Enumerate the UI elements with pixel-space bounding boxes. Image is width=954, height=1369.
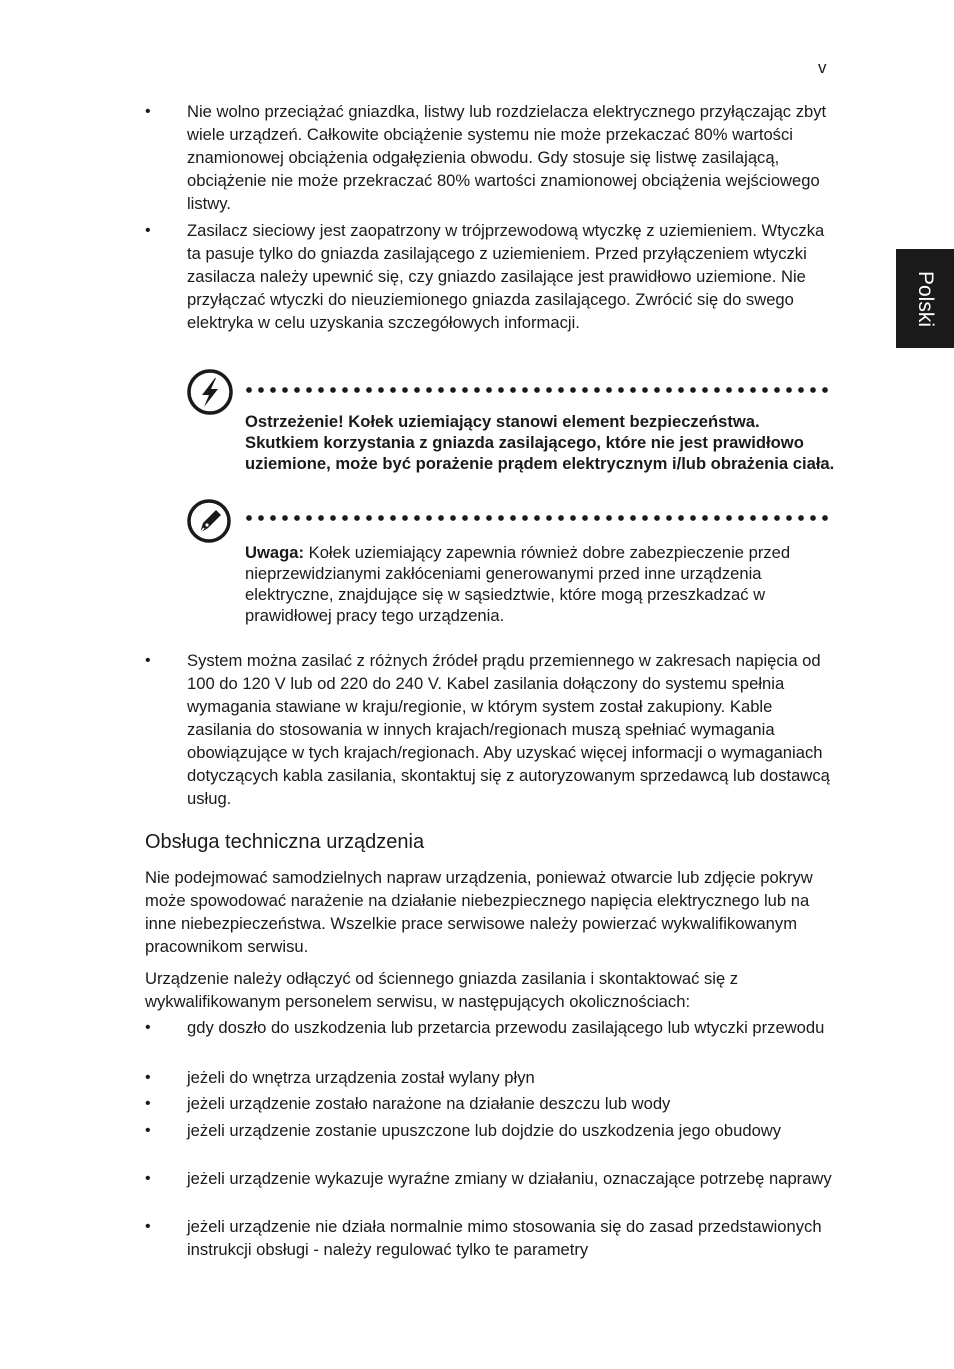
warning-divider <box>246 387 830 393</box>
bullet-marker: • <box>145 103 151 120</box>
warning-text: Ostrzeżenie! Kołek uziemiający stanowi element bezpieczeństwa. Skutkiem korzystania z gniazda zasilającego, które nie jest prawidłowo uziemione, może być porażenie prądem elektrycznym i/lub obrażenia ciała. <box>245 412 835 473</box>
service-paragraph-1: Nie podejmować samodzielnych napraw urządzenia, ponieważ otwarcie lub zdjęcie pokryw może spowodować narażenie na działanie niebezpiecznego napięcia elektrycznego lub na inne niebezpieczeństwa. Wszelkie prace serwisowe należy powierzać wykwalifikowanym pracownikom serwisu. <box>145 868 813 956</box>
service-item-abnormal: jeżeli urządzenie nie działa normalnie mimo stosowania się do zasad przedstawionych instrukcji obsługi - należy regulować tylko te parametry <box>187 1217 822 1259</box>
bullet-grounded-plug: Zasilacz sieciowy jest zaopatrzony w trójprzewodową wtyczkę z uziemieniem. Wtyczka ta pasuje tylko do gniazda zasilającego z uziemieniem. Przed przyłączeniem wtyczki zasilacza należy upewnić się, czy gniazdo zasilające jest prawidłowo uziemione. Nie przyłączać wtyczki do nieuziemionego gniazda zasilającego. Zwrócić się do swego elektryka w celu uzyskania szczegółowych informacji. <box>187 221 825 332</box>
bullet-marker: • <box>145 1069 151 1086</box>
section-heading: Obsługa techniczna urządzenia <box>145 831 425 853</box>
bullet-marker: • <box>145 222 151 239</box>
language-tab-label: Polski <box>914 270 937 327</box>
bullet-overload: Nie wolno przeciążać gniazdka, listwy lub rozdzielacza elektrycznego przyłączając zbyt wiele urządzeń. Całkowite obciążenie systemu nie może przekaczać 80% wartości znamionowej obciążenia odgałęzienia obwodu. Gdy stosuje się listwę zasilającą, obciążenie nie może przekraczać 80% wartości znamionowej obciążenia wejściowego listwy. <box>187 102 827 213</box>
bullet-marker: • <box>145 652 151 669</box>
bullet-marker: • <box>145 1095 151 1112</box>
pen-note-icon <box>186 497 234 545</box>
lightning-warning-icon <box>186 368 234 416</box>
bullet-power-source: System można zasilać z różnych źródeł prądu przemiennego w zakresach napięcia od 100 do 120 V lub od 220 do 240 V. Kabel zasilania dołączony do systemu spełnia wymagania stawiane w kraju/regionie, w którym system został zakupiony. Kable zasilania do stosowania w innych krajach/regionach muszą spełniać wymagania obowiązujące w tych krajach/regionach. Aby uzyskać więcej informacji o wymaganiach dotyczących kabla zasilania, skontaktuj się z autoryzowanym sprzedawcą lub dostawcą usług. <box>187 651 830 808</box>
page-number: v <box>818 58 827 77</box>
language-tab <box>896 249 954 348</box>
bullet-marker: • <box>145 1218 151 1235</box>
service-item-cord: gdy doszło do uszkodzenia lub przetarcia przewodu zasilającego lub wtyczki przewodu <box>187 1018 825 1037</box>
note-body: Kołek uziemiający zapewnia również dobre zabezpieczenie przed nieprzewidzianymi zakłóceniami generowanymi przed inne urządzenia elektryczne, znajdujące się w sąsiedztwie, które mogą przeszkadzać w prawidłowej pracy tego urządzenia. <box>245 543 791 625</box>
service-item-performance: jeżeli urządzenie wykazuje wyraźne zmiany w działaniu, oznaczające potrzebę naprawy <box>187 1169 832 1188</box>
bullet-marker: • <box>145 1170 151 1187</box>
note-divider <box>246 515 830 521</box>
bullet-marker: • <box>145 1122 151 1139</box>
note-text <box>245 542 835 626</box>
service-item-dropped: jeżeli urządzenie zostanie upuszczone lub dojdzie do uszkodzenia jego obudowy <box>187 1121 782 1140</box>
note-label: Uwaga: <box>245 543 305 562</box>
service-item-rain: jeżeli urządzenie zostało narażone na działanie deszczu lub wody <box>187 1094 671 1113</box>
bullet-marker: • <box>145 1019 151 1036</box>
service-item-liquid: jeżeli do wnętrza urządzenia został wylany płyn <box>187 1068 535 1087</box>
service-paragraph-2: Urządzenie należy odłączyć od ściennego gniazda zasilania i skontaktować się z wykwalifikowanym personelem serwisu, w następujących okolicznościach: <box>145 969 739 1011</box>
